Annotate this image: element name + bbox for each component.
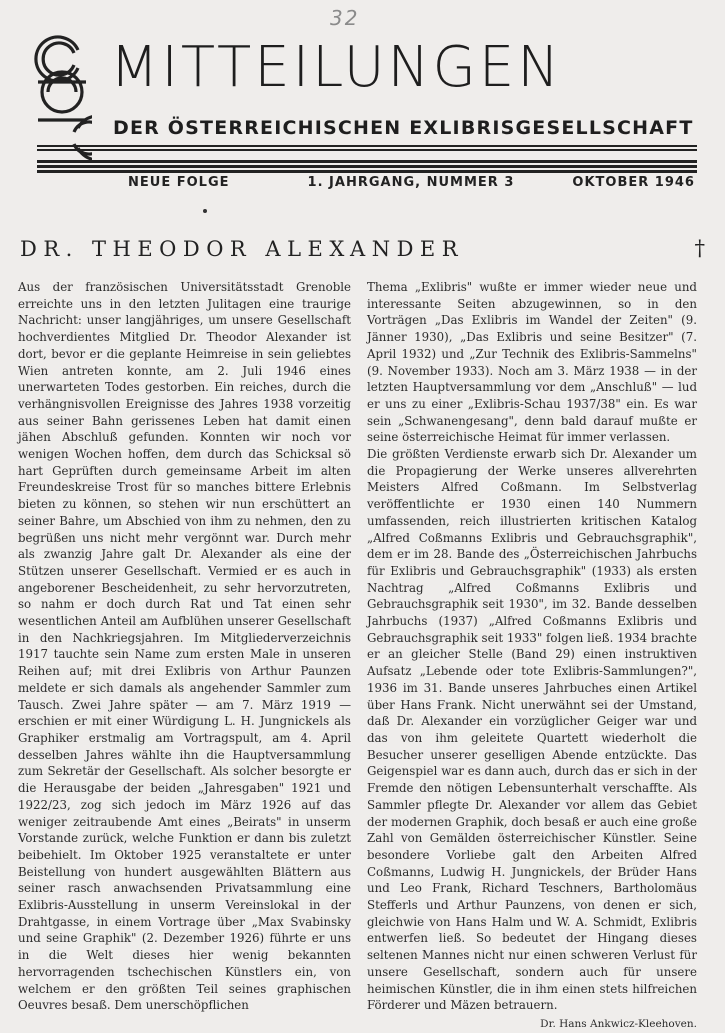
masthead-rule-top [37,145,697,153]
masthead-rule-bottom [37,160,697,175]
article-title [20,237,705,261]
masthead-subtitle: DER ÖSTERREICHISCHEN EXLIBRISGESELLSCHAFT [113,117,694,139]
issue-date: OKTOBER 1946 [572,175,695,190]
ink-dot [203,209,207,213]
pencil-annotation: 32 [330,6,360,30]
article-column-left [18,279,351,1014]
article-title-text: DR. THEODOR ALEXANDER [20,237,465,261]
paragraph: Aus der französischen Universitätsstadt Grenoble erreichte uns in den letzten Julitagen eine traurige Nachricht: unser langjähriges, um unsere Gesellschaft hochverdientes Mitglied Dr. Theodor Alexander ist dort, bevor er die geplante Heimreise in sein geliebtes Wien antreten konnte, am 2. Juli 1946 eines unerwarteten Todes gestorben. Ein reiches, durch die verhängnisvollen Ereignisse des Jahres 1938 vorzeitig aus seiner Bahn gerissenes Leben hat damit einen jähen Abschluß gefunden. Konnten wir noch vor wenigen Wochen hoffen, dem durch das Schicksal sö hart Geprüften durch gemeinsame Arbeit im alten Freundeskreise Trost für so manches bittere Erlebnis bieten zu können, so stehen wir nun erschüttert an seiner Bahre, um Abschied von ihm zu nehmen, den zu begrüßen uns nicht mehr vergönnt war. Durch mehr als zwanzig Jahre galt Dr. Alexander als eine der Stützen unserer Gesellschaft. Vermied er es auch in angeborener Bescheidenheit, zu sehr hervorzutreten, so nahm er doch durch Rat und Tat einen sehr wesentlichen Anteil am Aufblühen unserer Gesellschaft in den Nachkriegsjahren. Im Mitgliederverzeichnis 1917 tauchte sein Name zum ersten Male in unseren Reihen auf; mit drei Exlibris von Arthur Paunzen meldete er sich damals als angehender Sammler zum Tausch. Zwei Jahre später — am 7. März 1919 — erschien er mit einer Würdigung L. H. Jungnickels als Graphiker erstmalig am Vortragspult, am 4. April desselben Jahres wählte ihn die Hauptversammlung zum Sekretär der Gesellschaft. Als solcher besorgte er die Herausgabe der beiden „Jahresgaben" 1921 und 1922/23, zog sich jedoch im März 1926 auf das weniger zeitraubende Amt eines „Beirats" in unserm Vorstande zurück, welche Funktion er dann bis zuletzt beibehielt. Im Oktober 1925 veranstaltete er unter Beistellung von hundert ausgewählten Blättern aus seiner rasch anwachsenden Privatsammlung eine Exlibris-Ausstellung in unserm Vereinslokal in der Drahtgasse, in einem Vortrage über „Max Svabinsky und seine Graphik" (2. Dezember 1926) führte er uns in die Welt dieses hier wenig bekannten hervorragenden tschechischen Künstlers ein, von welchem er den größten Teil seines graphischen Oeuvres besaß. Dem unerschöpflichen [18,280,351,1013]
article-column-right [367,279,697,1033]
issue-volume: 1. JAHRGANG, NUMMER 3 [307,175,515,190]
issue-series: NEUE FOLGE [128,175,230,190]
masthead-title: MITTEILUNGEN [110,35,563,100]
cross-icon: † [694,236,705,260]
paragraph: Thema „Exlibris" wußte er immer wieder neue und interessante Seiten abzugewinnen, so in den Vorträgen „Das Exlibris im Wandel der Zeiten" (9. Jänner 1930), „Das Exlibris und seine Besitzer" (7. April 1932) und „Zur Technik des Exlibris-Sammelns" (9. November 1933). Noch am 3. März 1938 — in der letzten Hauptversammlung vor dem „Anschluß" — lud er uns zu einer „Exlibris-Schau 1937/38" ein. Es war sein „Schwanengesang", denn bald darauf mußte er seine österreichische Heimat für immer verlassen. [367,280,697,445]
issue-info [128,175,695,190]
paragraph: Die größten Verdienste erwarb sich Dr. Alexander um die Propagierung der Werke unseres allverehrten Meisters Alfred Coßmann. Im Selbstverlag veröffentlichte er 1930 einen 140 Nummern umfassenden, reich illustrierten kritischen Katalog „Alfred Coßmanns Exlibris und Gebrauchsgraphik", dem er im 28. Bande des „Österreichischen Jahrbuchs für Exlibris und Gebrauchsgraphik" (1933) als ersten Nachtrag „Alfred Coßmanns Exlibris und Gebrauchsgraphik seit 1930", im 32. Bande desselben Jahrbuchs (1937) „Alfred Coßmanns Exlibris und Gebrauchsgraphik seit 1933" folgen ließ. 1934 brachte er an gleicher Stelle (Band 29) einen instruktiven Aufsatz „Lebende oder tote Exlibris-Sammlungen?", 1936 im 31. Bande unseres Jahrbuches einen Artikel über Hans Frank. Nicht unerwähnt sei der Umstand, daß Dr. Alexander ein vorzüglicher Geiger war und das von ihm geleitete Quartett wiederholt die Besucher unserer geselligen Abende entzückte. Das Geigenspiel war es dann auch, durch das er sich in der Fremde den nötigen Lebensunterhalt verschaffte. Als Sammler pflegte Dr. Alexander vor allem das Gebiet der modernen Graphik, doch besaß er auch eine große Zahl von Gemälden österreichischer Künstler. Seine besondere Vorliebe galt den Arbeiten Alfred Coßmanns, Ludwig H. Jungnickels, der Brüder Hans und Leo Frank, Richard Teschners, Bartholomäus Stefferls und Arthur Paunzens, von denen er sich, gleichwie von Hans Halm und W. A. Schmidt, Exlibris entwerfen ließ. So bedeutet der Hingang dieses seltenen Mannes nicht nur einen schweren Verlust für unsere Gesellschaft, sondern auch für unsere heimischen Künstler, die in ihm einen stets hilfreichen Förderer und Mäzen betrauern. [367,447,697,1013]
author-signature: Dr. Hans Ankwicz-Kleehoven. [540,1017,697,1030]
